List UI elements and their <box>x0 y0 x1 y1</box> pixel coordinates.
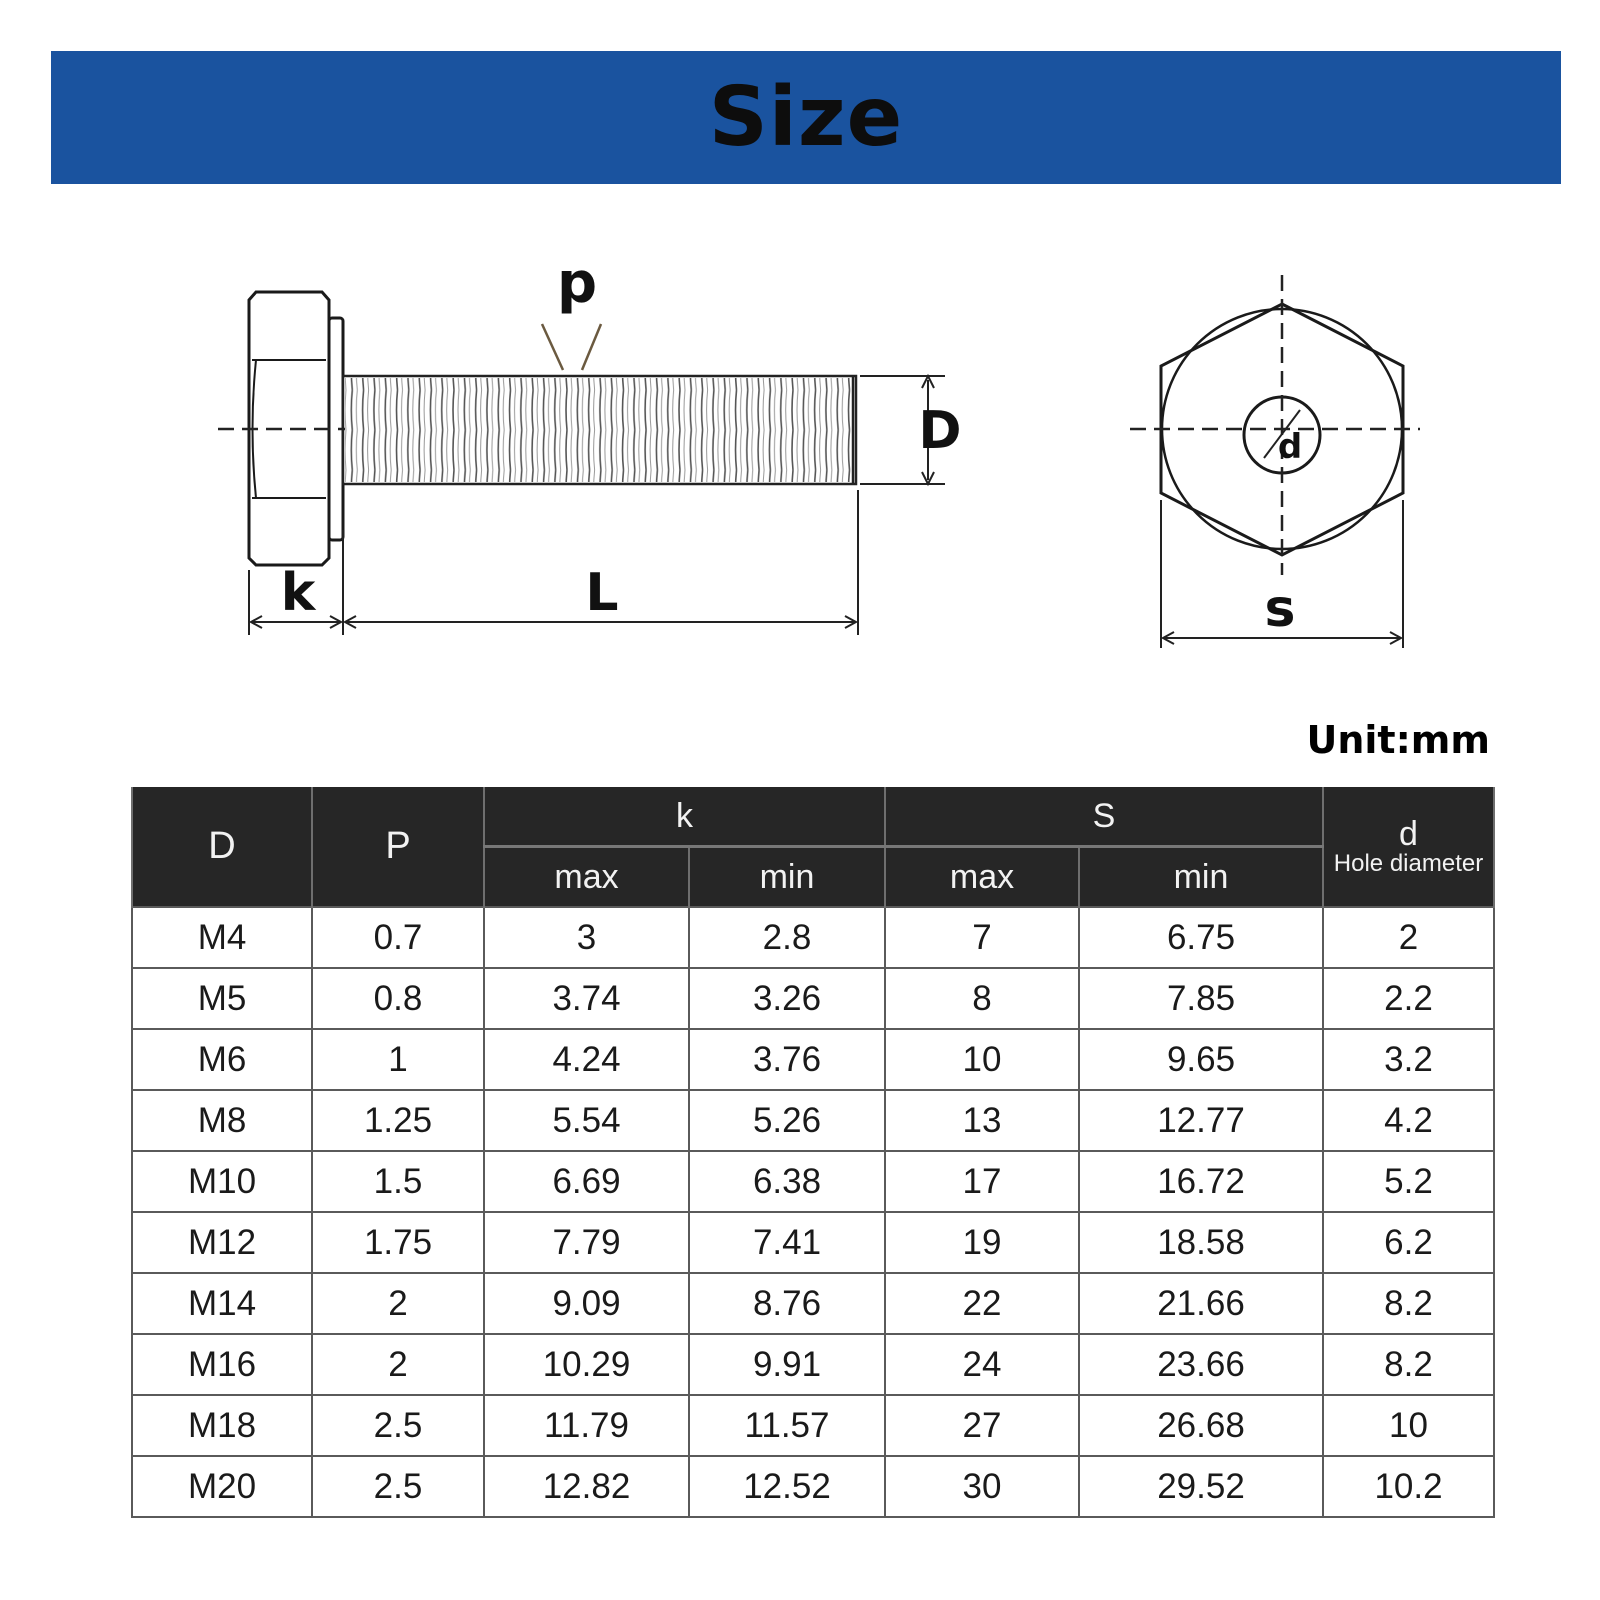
cell-D: M16 <box>132 1334 312 1395</box>
cell-P: 1 <box>312 1029 484 1090</box>
label-L: L <box>585 563 619 623</box>
label-p: p <box>556 251 598 316</box>
banner-title: Size <box>708 70 904 165</box>
cell-s-max: 19 <box>885 1212 1079 1273</box>
cell-k-max: 12.82 <box>484 1456 689 1517</box>
cell-P: 1.25 <box>312 1090 484 1151</box>
cell-s-max: 27 <box>885 1395 1079 1456</box>
cell-d: 3.2 <box>1323 1029 1494 1090</box>
cell-P: 0.7 <box>312 907 484 968</box>
table-row <box>132 1212 1494 1273</box>
cell-k-max: 7.79 <box>484 1212 689 1273</box>
cell-P: 2 <box>312 1273 484 1334</box>
cell-k-max: 11.79 <box>484 1395 689 1456</box>
header-d <box>1323 787 1494 907</box>
header-k-min: min <box>689 847 885 908</box>
cell-s-max: 13 <box>885 1090 1079 1151</box>
cell-P: 2 <box>312 1334 484 1395</box>
bolt-shaft <box>343 376 856 484</box>
cell-k-max: 3.74 <box>484 968 689 1029</box>
bolt-diagram-svg <box>0 230 1600 680</box>
cell-k-min: 2.8 <box>689 907 885 968</box>
cell-d: 2.2 <box>1323 968 1494 1029</box>
cell-k-max: 3 <box>484 907 689 968</box>
cell-d: 10 <box>1323 1395 1494 1456</box>
table-row <box>132 1090 1494 1151</box>
cell-s-max: 24 <box>885 1334 1079 1395</box>
cell-D: M18 <box>132 1395 312 1456</box>
table-row <box>132 968 1494 1029</box>
pitch-indicator <box>542 324 601 370</box>
bolt-drawing <box>0 230 1600 680</box>
cell-s-max: 10 <box>885 1029 1079 1090</box>
cell-k-min: 3.76 <box>689 1029 885 1090</box>
cell-s-max: 7 <box>885 907 1079 968</box>
header-s-min: min <box>1079 847 1323 908</box>
cell-s-min: 9.65 <box>1079 1029 1323 1090</box>
cell-k-min: 12.52 <box>689 1456 885 1517</box>
cell-d: 10.2 <box>1323 1456 1494 1517</box>
cell-s-max: 17 <box>885 1151 1079 1212</box>
cell-D: M14 <box>132 1273 312 1334</box>
cell-P: 2.5 <box>312 1456 484 1517</box>
header-k: k <box>484 787 885 847</box>
cell-k-min: 5.26 <box>689 1090 885 1151</box>
unit-label: Unit:mm <box>1306 718 1490 762</box>
cell-s-max: 8 <box>885 968 1079 1029</box>
cell-k-min: 11.57 <box>689 1395 885 1456</box>
label-D: D <box>918 401 962 461</box>
label-s: s <box>1264 579 1296 639</box>
cell-s-min: 26.68 <box>1079 1395 1323 1456</box>
header-k-max: max <box>484 847 689 908</box>
cell-d: 2 <box>1323 907 1494 968</box>
table-row <box>132 1395 1494 1456</box>
cell-D: M20 <box>132 1456 312 1517</box>
label-d: d <box>1277 427 1303 467</box>
cell-D: M6 <box>132 1029 312 1090</box>
cell-D: M12 <box>132 1212 312 1273</box>
cell-s-max: 22 <box>885 1273 1079 1334</box>
cell-k-max: 5.54 <box>484 1090 689 1151</box>
cell-s-min: 16.72 <box>1079 1151 1323 1212</box>
cell-s-min: 18.58 <box>1079 1212 1323 1273</box>
cell-s-min: 6.75 <box>1079 907 1323 968</box>
cell-s-min: 7.85 <box>1079 968 1323 1029</box>
cell-P: 1.75 <box>312 1212 484 1273</box>
header-S: S <box>885 787 1323 847</box>
cell-D: M5 <box>132 968 312 1029</box>
cell-P: 2.5 <box>312 1395 484 1456</box>
cell-d: 5.2 <box>1323 1151 1494 1212</box>
cell-s-max: 30 <box>885 1456 1079 1517</box>
cell-k-max: 9.09 <box>484 1273 689 1334</box>
size-banner <box>51 51 1561 184</box>
label-k: k <box>280 563 316 623</box>
cell-d: 6.2 <box>1323 1212 1494 1273</box>
cell-k-min: 3.26 <box>689 968 885 1029</box>
cell-k-max: 4.24 <box>484 1029 689 1090</box>
table-row <box>132 1273 1494 1334</box>
table-row <box>132 1456 1494 1517</box>
size-table <box>131 787 1495 1518</box>
cell-s-min: 23.66 <box>1079 1334 1323 1395</box>
cell-d: 4.2 <box>1323 1090 1494 1151</box>
cell-s-min: 12.77 <box>1079 1090 1323 1151</box>
table-row <box>132 1029 1494 1090</box>
cell-d: 8.2 <box>1323 1334 1494 1395</box>
table-row <box>132 907 1494 968</box>
cell-P: 0.8 <box>312 968 484 1029</box>
bolt-head-end-view <box>1130 275 1420 575</box>
cell-s-min: 29.52 <box>1079 1456 1323 1517</box>
cell-D: M4 <box>132 907 312 968</box>
header-D: D <box>132 787 312 907</box>
header-d-sublabel: Hole diameter <box>1333 849 1484 877</box>
cell-d: 8.2 <box>1323 1273 1494 1334</box>
cell-k-max: 10.29 <box>484 1334 689 1395</box>
cell-D: M10 <box>132 1151 312 1212</box>
header-d-label: d <box>1399 814 1418 853</box>
header-s-max: max <box>885 847 1079 908</box>
cell-k-min: 8.76 <box>689 1273 885 1334</box>
table-row <box>132 1334 1494 1395</box>
table-row <box>132 1151 1494 1212</box>
cell-k-min: 6.38 <box>689 1151 885 1212</box>
cell-P: 1.5 <box>312 1151 484 1212</box>
cell-k-max: 6.69 <box>484 1151 689 1212</box>
header-P: P <box>312 787 484 907</box>
cell-D: M8 <box>132 1090 312 1151</box>
cell-s-min: 21.66 <box>1079 1273 1323 1334</box>
cell-k-min: 9.91 <box>689 1334 885 1395</box>
cell-k-min: 7.41 <box>689 1212 885 1273</box>
